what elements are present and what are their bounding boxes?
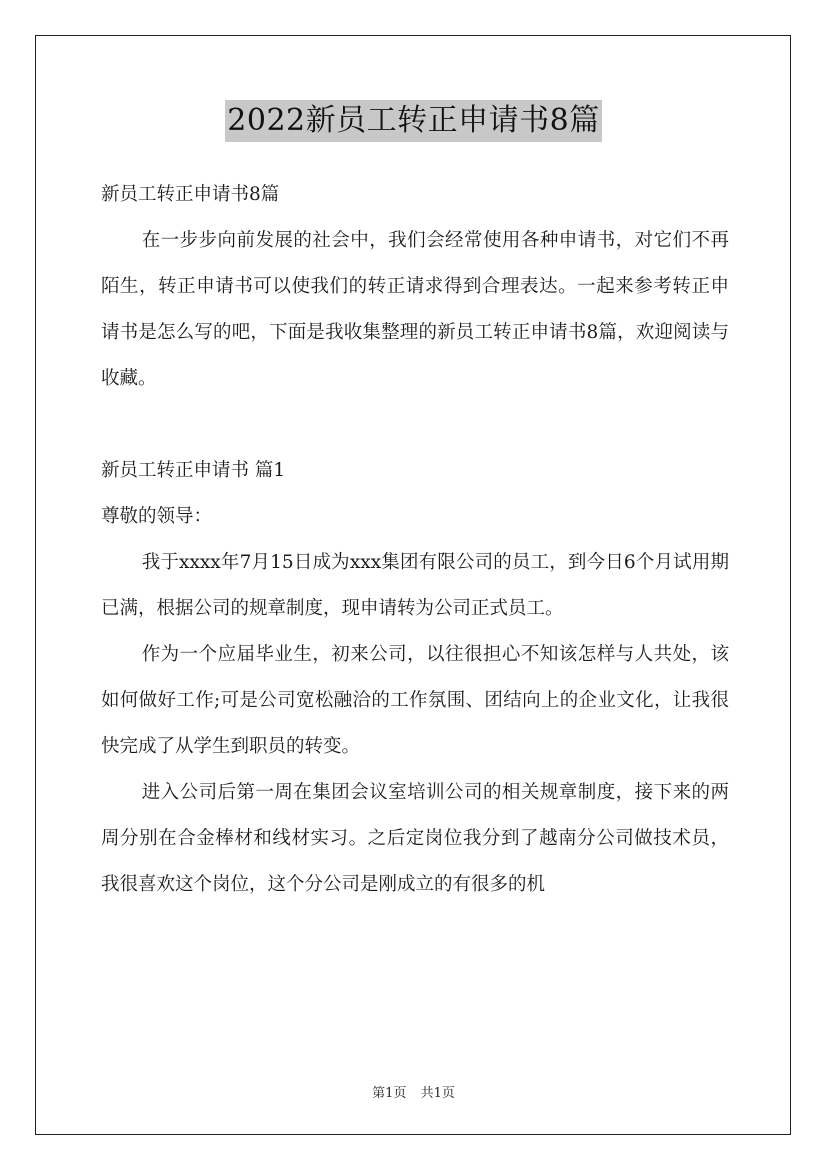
document-body xyxy=(101,172,729,908)
section-heading: 新员工转正申请书 篇1 xyxy=(101,460,286,481)
body-paragraph: 作为一个应届毕业生，初来公司，以往很担心不知该怎样与人共处，该如何做好工作;可是公司宽松融洽的工作氛围、团结向上的企业文化，让我很快完成了从学生到职员的转变。 xyxy=(101,644,729,757)
salutation: 尊敬的领导： xyxy=(101,506,213,527)
page-number: 第1页 xyxy=(372,1086,407,1101)
subtitle: 新员工转正申请书8篇 xyxy=(101,184,280,205)
intro-paragraph: 在一步步向前发展的社会中，我们会经常使用各种申请书，对它们不再陌生，转正申请书可以使我们的转正请求得到合理表达。一起来参考转正申请书是怎么写的吧，下面是我收集整理的新员工转正申请书8篇，欢迎阅读与收藏。 xyxy=(101,230,729,389)
body-paragraph: 进入公司后第一周在集团会议室培训公司的相关规章制度，接下来的两周分别在合金棒材和线材实习。之后定岗位我分到了越南分公司做技术员，我很喜欢这个岗位，这个分公司是刚成立的有很多的机 xyxy=(101,782,729,895)
spacer xyxy=(101,402,729,448)
body-paragraph: 我于xxxx年7月15日成为xxx集团有限公司的员工，到今日6个月试用期已满，根据公司的规章制度，现申请转为公司正式员工。 xyxy=(101,552,729,619)
page-total: 共1页 xyxy=(420,1086,455,1101)
page-footer xyxy=(0,1082,827,1101)
document-title: 2022新员工转正申请书8篇 xyxy=(225,100,601,142)
title-wrap xyxy=(0,100,827,142)
